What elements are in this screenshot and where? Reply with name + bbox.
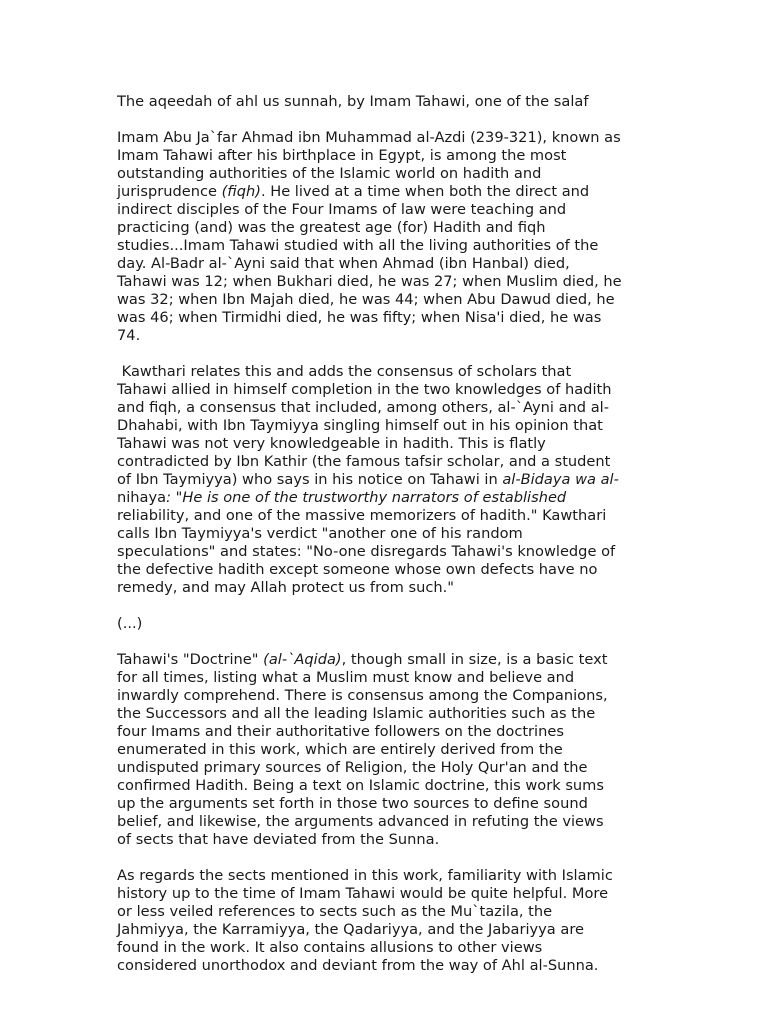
document-page [117,93,657,993]
document-title: The aqeedah of ahl us sunnah, by Imam Tahawi, one of the salaf [117,93,589,110]
text-line: jurisprudence (fiqh). He lived at a time when both the direct and [117,183,590,200]
text-line: Tahawi was 12; when Bukhari died, he was 27; when Muslim died, he [117,273,622,290]
text-line: four Imams and their authoritative followers on the doctrines [117,723,564,740]
text-line: nihaya: "He is one of the trustworthy narrators of established [117,489,567,506]
text-line: Tahawi's "Doctrine" (al-`Aqida), though small in size, is a basic text [117,651,608,668]
paragraph [117,129,657,345]
text-line: belief, and likewise, the arguments advanced in refuting the views [117,813,604,830]
text-line: indirect disciples of the Four Imams of law were teaching and [117,201,567,218]
text-line: the defective hadith except someone whose own defects have no [117,561,598,578]
text-line: Dhahabi, with Ibn Taymiyya singling himself out in his opinion that [117,417,603,434]
paragraph [117,363,657,597]
paragraph [117,867,657,975]
paragraph [117,651,657,849]
text-line: contradicted by Ibn Kathir (the famous tafsir scholar, and a student [117,453,611,470]
text-line: confirmed Hadith. Being a text on Islamic doctrine, this work sums [117,777,604,794]
text-line: and fiqh, a consensus that included, among others, al-`Ayni and al- [117,399,609,416]
text-line: As regards the sects mentioned in this work, familiarity with Islamic [117,867,613,884]
text-line: day. Al-Badr al-`Ayni said that when Ahmad (ibn Hanbal) died, [117,255,570,272]
text-line: Jahmiyya, the Karramiyya, the Qadariyya, and the Jabariyya are [117,921,584,938]
text-line: undisputed primary sources of Religion, the Holy Qur'an and the [117,759,588,776]
text-line: of sects that have deviated from the Sunna. [117,831,440,848]
text-line: Kawthari relates this and adds the consensus of scholars that [117,363,572,380]
text-line: considered unorthodox and deviant from the way of Ahl al-Sunna. [117,957,599,974]
text-line: Tahawi was not very knowledgeable in hadith. This is flatly [117,435,546,452]
text-line: 74. [117,327,141,344]
paragraph [117,615,657,633]
text-line: history up to the time of Imam Tahawi would be quite helpful. More [117,885,609,902]
text-line: Imam Abu Ja`far Ahmad ibn Muhammad al-Azdi (239-321), known as [117,129,621,146]
document-body [117,129,657,975]
text-line: inwardly comprehend. There is consensus among the Companions, [117,687,608,704]
text-line: found in the work. It also contains allusions to other views [117,939,543,956]
text-line: was 32; when Ibn Majah died, he was 44; when Abu Dawud died, he [117,291,615,308]
text-line: (...) [117,615,143,632]
text-line: or less veiled references to sects such as the Mu`tazila, the [117,903,553,920]
text-line: of Ibn Taymiyya) who says in his notice on Tahawi in al-Bidaya wa al- [117,471,619,488]
text-line: remedy, and may Allah protect us from such." [117,579,455,596]
text-line: reliability, and one of the massive memorizers of hadith." Kawthari [117,507,607,524]
text-line: speculations" and states: "No-one disregards Tahawi's knowledge of [117,543,616,560]
text-line: outstanding authorities of the Islamic world on hadith and [117,165,542,182]
text-line: enumerated in this work, which are entirely derived from the [117,741,563,758]
text-line: practicing (and) was the greatest age (for) Hadith and fiqh [117,219,546,236]
text-line: for all times, listing what a Muslim must know and believe and [117,669,575,686]
text-line: calls Ibn Taymiyya's verdict "another one of his random [117,525,523,542]
text-line: up the arguments set forth in those two sources to define sound [117,795,588,812]
text-line: was 46; when Tirmidhi died, he was fifty; when Nisa'i died, he was [117,309,602,326]
text-line: studies...Imam Tahawi studied with all the living authorities of the [117,237,599,254]
text-line: Tahawi allied in himself completion in the two knowledges of hadith [117,381,612,398]
text-line: the Successors and all the leading Islamic authorities such as the [117,705,596,722]
text-line: Imam Tahawi after his birthplace in Egypt, is among the most [117,147,567,164]
